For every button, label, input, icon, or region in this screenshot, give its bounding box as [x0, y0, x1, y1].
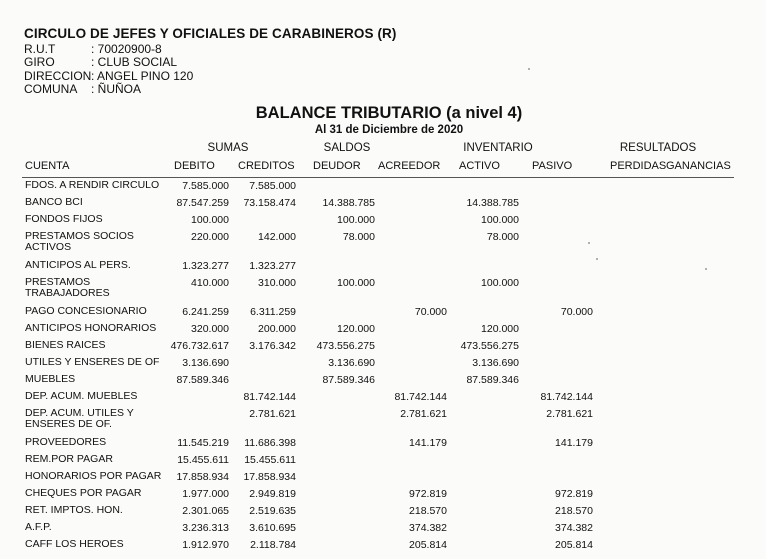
cell-creditos: 200.000 [258, 323, 296, 335]
cell-debito: 1.912.970 [182, 539, 229, 551]
cell-cuenta: PAGO CONCESIONARIO [25, 305, 147, 317]
cell-acreedor: 141.179 [409, 437, 447, 449]
cell-debito: 320.000 [191, 323, 229, 335]
cell-creditos: 81.742.144 [243, 391, 296, 403]
cell-pasivo: 972.819 [555, 488, 593, 500]
column-header-cuenta: CUENTA [25, 160, 70, 172]
scan-speck [528, 68, 530, 70]
cell-acreedor: 2.781.621 [400, 408, 447, 420]
cell-deudor: 14.388.785 [322, 197, 375, 209]
cell-cuenta: CHEQUES POR PAGAR [25, 487, 142, 499]
info-label: COMUNA [24, 81, 78, 96]
cell-creditos: 2.949.819 [249, 488, 296, 500]
column-header-perdidas: PERDIDAS [610, 160, 667, 172]
column-header-debito: DEBITO [174, 160, 215, 172]
cell-activo: 78.000 [486, 231, 519, 243]
cell-cuenta: HONORARIOS POR PAGAR [25, 470, 162, 482]
cell-debito: 2.301.065 [182, 505, 229, 517]
scan-speck [596, 258, 598, 260]
cell-debito: 15.455.611 [177, 454, 229, 466]
cell-activo: 100.000 [481, 214, 519, 226]
organization-info [24, 43, 397, 96]
cell-debito: 7.585.000 [182, 180, 229, 192]
cell-cuenta: DEP. ACUM. UTILES Y ENSERES DE OF. [25, 407, 134, 430]
info-label: DIRECCION [24, 68, 92, 83]
cell-acreedor: 374.382 [409, 522, 447, 534]
cell-activo: 120.000 [481, 323, 519, 335]
group-header-saldos: SALDOS [323, 142, 371, 154]
scan-speck [588, 242, 590, 244]
cell-debito: 1.977.000 [182, 488, 229, 500]
info-label: GIRO [24, 55, 55, 70]
cell-cuenta: FONDOS FIJOS [25, 213, 103, 225]
cell-creditos: 6.311.259 [250, 306, 296, 318]
cell-debito: 1.323.277 [182, 260, 229, 272]
info-value: : ANGEL PINO 120 [91, 68, 194, 83]
organization-header [24, 26, 397, 96]
cell-pasivo: 141.179 [555, 437, 593, 449]
cell-cuenta: PRESTAMOS TRABAJADORES [25, 276, 110, 299]
cell-debito: 11.545.219 [177, 437, 229, 449]
cell-creditos: 2.519.635 [249, 505, 296, 517]
group-header-resultados: RESULTADOS [619, 142, 697, 154]
cell-cuenta: A.F.P. [25, 521, 52, 533]
cell-creditos: 2.781.621 [249, 408, 296, 420]
cell-acreedor: 218.570 [409, 505, 447, 517]
info-value: : ÑUÑOA [91, 81, 142, 96]
cell-cuenta: CAFF LOS HEROES [25, 538, 124, 550]
cell-activo: 473.556.275 [460, 340, 519, 352]
cell-debito: 410.000 [191, 277, 229, 289]
document-subtitle: Al 31 de Diciembre de 2020 [314, 124, 464, 136]
cell-cuenta: UTILES Y ENSERES DE OF [25, 356, 160, 368]
document-title: BALANCE TRIBUTARIO (a nivel 4) [255, 104, 523, 122]
cell-deudor: 120.000 [337, 323, 375, 335]
cell-deudor: 100.000 [337, 214, 375, 226]
cell-pasivo: 81.742.144 [540, 391, 593, 403]
cell-debito: 87.547.259 [176, 197, 229, 209]
info-row-rut [24, 43, 397, 56]
cell-cuenta: BANCO BCI [25, 196, 83, 208]
header-divider [22, 177, 734, 178]
cell-acreedor: 205.814 [409, 539, 447, 551]
column-header-activo: ACTIVO [459, 160, 500, 172]
cell-creditos: 17.858.934 [243, 471, 296, 483]
cell-pasivo: 205.814 [555, 539, 593, 551]
cell-creditos: 3.610.695 [249, 522, 296, 534]
cell-creditos: 11.686.398 [244, 437, 296, 449]
cell-creditos: 15.455.611 [244, 454, 296, 466]
cell-cuenta: FDOS. A RENDIR CIRCULO [25, 179, 160, 191]
info-label: R.U.T [24, 42, 56, 56]
cell-debito: 3.236.313 [182, 522, 229, 534]
cell-cuenta: REM.POR PAGAR [25, 453, 113, 465]
column-header-pasivo: PASIVO [532, 160, 573, 172]
cell-creditos: 310.000 [258, 277, 296, 289]
info-value: : 70020900-8 [91, 42, 162, 56]
info-row-direccion [24, 70, 397, 83]
cell-cuenta: PROVEEDORES [25, 436, 107, 448]
organization-name: CIRCULO DE JEFES Y OFICIALES DE CARABINEROS (R) [24, 26, 397, 41]
cell-creditos: 142.000 [258, 231, 296, 243]
column-header-creditos: CREDITOS [238, 160, 295, 172]
cell-cuenta: ANTICIPOS AL PERS. [25, 259, 131, 271]
cell-cuenta: PRESTAMOS SOCIOS ACTIVOS [25, 230, 134, 253]
cell-creditos: 1.323.277 [249, 260, 296, 272]
group-header-inventario: INVENTARIO [463, 142, 533, 154]
cell-pasivo: 374.382 [555, 522, 593, 534]
cell-acreedor: 70.000 [414, 306, 447, 318]
cell-creditos: 3.176.342 [249, 340, 296, 352]
cell-activo: 3.136.690 [472, 357, 519, 369]
cell-debito: 87.589.346 [176, 374, 229, 386]
cell-debito: 100.000 [191, 214, 229, 226]
cell-activo: 87.589.346 [466, 374, 519, 386]
column-header-deudor: DEUDOR [313, 160, 361, 172]
cell-cuenta: RET. IMPTOS. HON. [25, 504, 123, 516]
document-title-block [0, 104, 766, 136]
cell-debito: 17.858.934 [176, 471, 229, 483]
cell-acreedor: 972.819 [409, 488, 447, 500]
cell-deudor: 100.000 [337, 277, 375, 289]
cell-pasivo: 218.570 [555, 505, 593, 517]
cell-cuenta: ANTICIPOS HONORARIOS [25, 322, 157, 334]
cell-acreedor: 81.742.144 [394, 391, 447, 403]
cell-creditos: 73.158.474 [243, 197, 296, 209]
cell-cuenta: BIENES RAICES [25, 339, 106, 351]
info-value: : CLUB SOCIAL [91, 55, 178, 70]
cell-creditos: 2.118.784 [250, 539, 296, 551]
cell-cuenta: MUEBLES [25, 373, 76, 385]
cell-cuenta: DEP. ACUM. MUEBLES [25, 390, 138, 402]
cell-pasivo: 70.000 [560, 306, 593, 318]
cell-activo: 100.000 [481, 277, 519, 289]
cell-deudor: 78.000 [342, 231, 375, 243]
column-header-ganancias: GANANCIAS [666, 160, 731, 172]
info-row-comuna [24, 83, 397, 96]
cell-debito: 3.136.690 [182, 357, 229, 369]
info-row-giro [24, 56, 397, 69]
cell-debito: 476.732.617 [170, 340, 229, 352]
cell-activo: 14.388.785 [466, 197, 519, 209]
cell-deudor: 473.556.275 [316, 340, 375, 352]
column-header-acreedor: ACREEDOR [378, 160, 441, 172]
group-header-sumas: SUMAS [207, 142, 249, 154]
cell-deudor: 87.589.346 [322, 374, 375, 386]
cell-debito: 220.000 [191, 231, 229, 243]
cell-pasivo: 2.781.621 [546, 408, 593, 420]
cell-creditos: 7.585.000 [249, 180, 296, 192]
scan-speck [705, 268, 707, 270]
cell-debito: 6.241.259 [182, 306, 229, 318]
cell-deudor: 3.136.690 [328, 357, 375, 369]
